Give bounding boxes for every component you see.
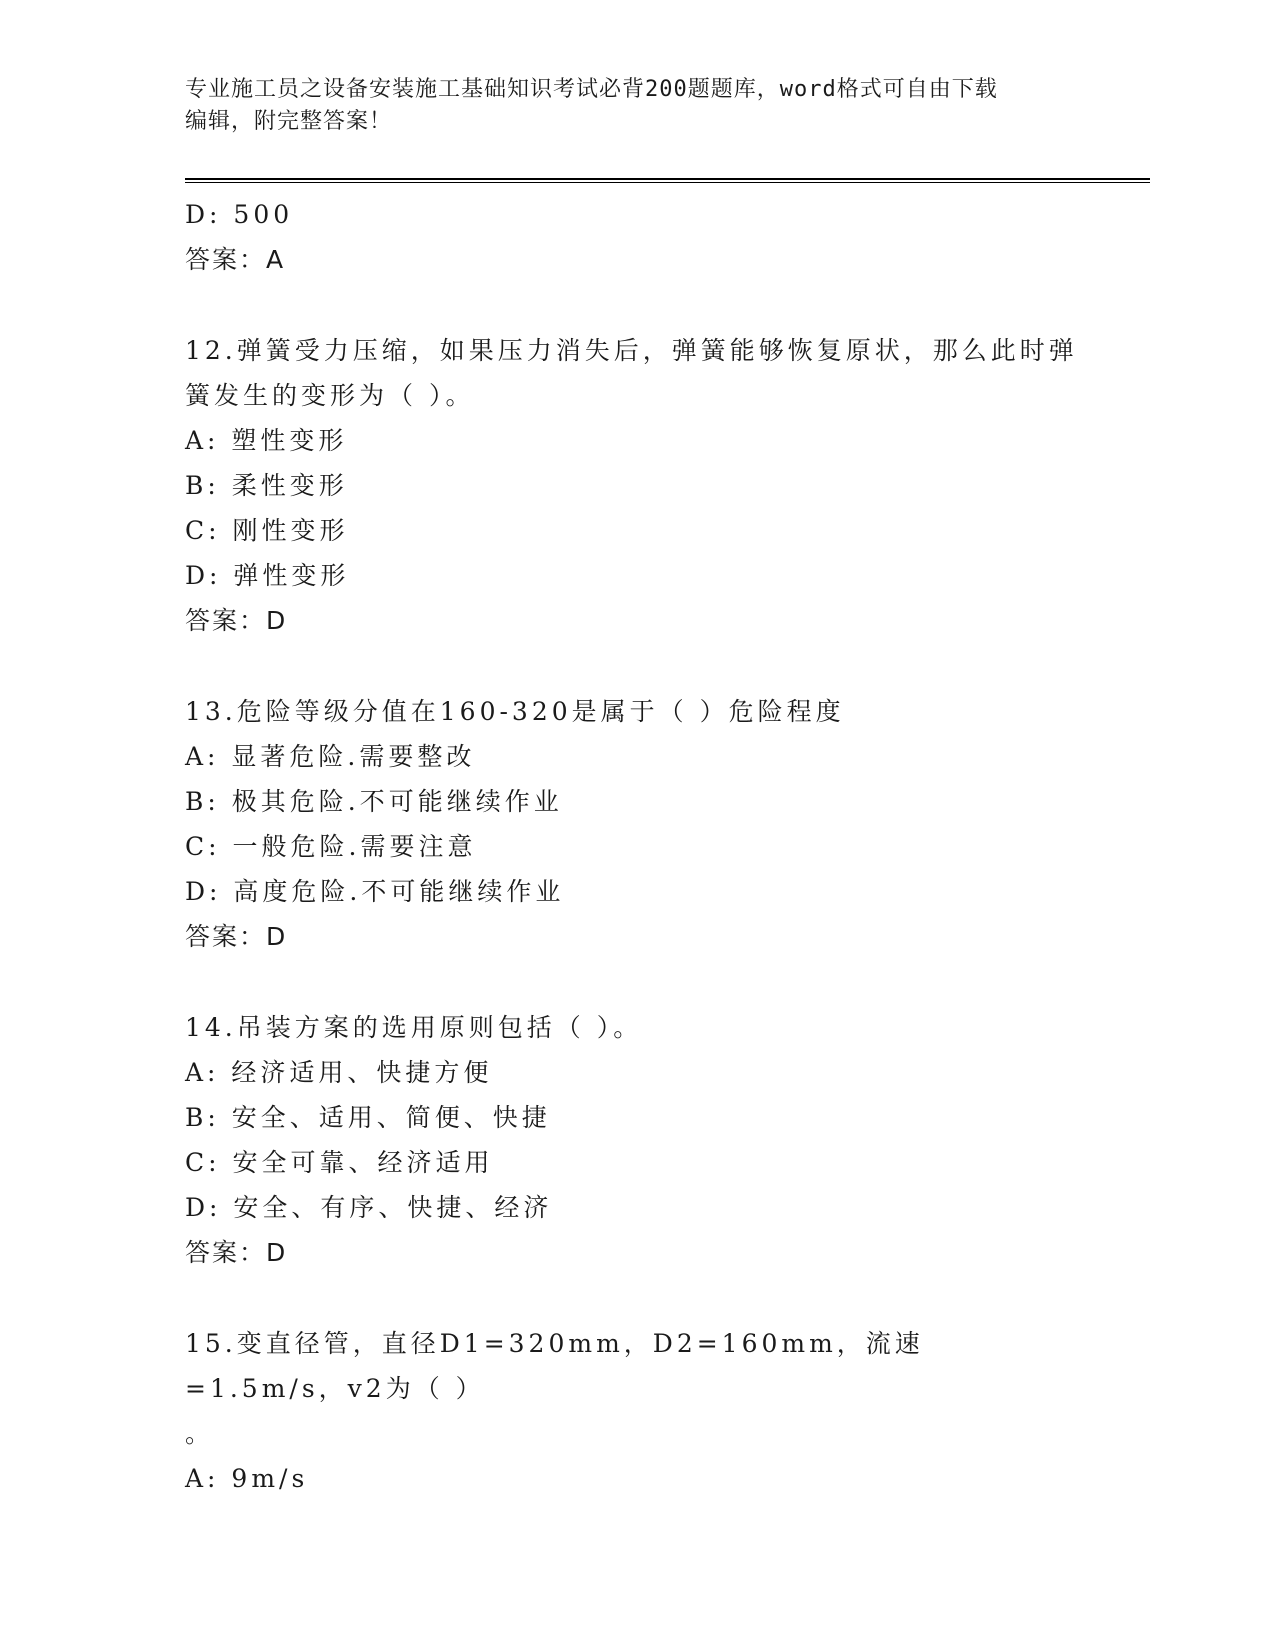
question-text-continued: 簧发生的变形为（ ）。 <box>185 381 475 410</box>
question-text-continued: 。 <box>185 1419 215 1448</box>
header-rule-thin <box>185 182 1150 183</box>
option-c: C: 安全可靠、经济适用 <box>185 1148 494 1177</box>
option-b: B: 极其危险.不可能继续作业 <box>185 787 563 816</box>
answer: 答案：D <box>185 606 288 635</box>
answer: 答案：A <box>185 245 286 274</box>
question-text: 12.弹簧受力压缩，如果压力消失后，弹簧能够恢复原状，那么此时弹 <box>185 336 1078 365</box>
option-b: B: 安全、适用、简便、快捷 <box>185 1103 551 1132</box>
spacer <box>185 1275 1085 1321</box>
question-11-partial <box>185 192 1085 282</box>
header-rule-thick <box>185 178 1150 180</box>
question-13 <box>185 689 1085 959</box>
answer: 答案：D <box>185 922 288 951</box>
question-15 <box>185 1321 1085 1501</box>
spacer <box>185 643 1085 689</box>
option-a: A: 显著危险.需要整改 <box>185 742 476 771</box>
option-a: A: 塑性变形 <box>185 426 348 455</box>
question-text: 13.危险等级分值在160-320是属于（ ）危险程度 <box>185 697 845 726</box>
option-d: D: 高度危险.不可能继续作业 <box>185 877 565 906</box>
spacer <box>185 282 1085 328</box>
option-d: D: 500 <box>185 200 294 229</box>
answer: 答案：D <box>185 1238 288 1267</box>
option-c: C: 刚性变形 <box>185 516 349 545</box>
question-text: 14.吊装方案的选用原则包括（ ）。 <box>185 1013 643 1042</box>
header-title-line-2: 编辑，附完整答案！ <box>185 109 393 134</box>
option-a: A: 9m/s <box>185 1464 309 1493</box>
question-text: 15.变直径管，直径D1=320mm，D2=160mm，流速=1.5m/s，v2为（ ） <box>185 1329 924 1403</box>
header-title-line-1: 专业施工员之设备安装施工基础知识考试必背200题题库，word格式可自由下载 <box>185 77 998 102</box>
document-header <box>185 74 1085 138</box>
option-a: A: 经济适用、快捷方便 <box>185 1058 493 1087</box>
option-d: D: 弹性变形 <box>185 561 350 590</box>
spacer <box>185 959 1085 1005</box>
option-b: B: 柔性变形 <box>185 471 348 500</box>
option-d: D: 安全、有序、快捷、经济 <box>185 1193 553 1222</box>
question-14 <box>185 1005 1085 1275</box>
option-c: C: 一般危险.需要注意 <box>185 832 477 861</box>
question-12 <box>185 328 1085 643</box>
document-body <box>185 192 1085 1501</box>
